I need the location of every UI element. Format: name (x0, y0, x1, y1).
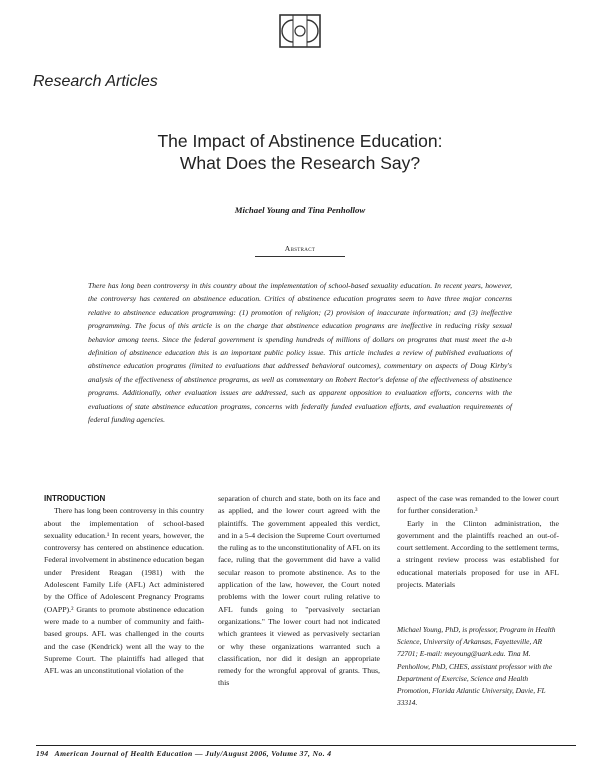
body-paragraph: separation of church and state, both on its face and as applied, and the lower court agreed with the plaintiffs. The government appealed this verdict, and in a 5-4 decision the Supreme Court overturned the ruling as to the unconstitutionality of AFL on its face, ruling that the government did have a valid secular reason to promote abstinence. As to the application of the law, however, the Court noted problems with the lower court ruling relative to AFL funds going to "pervasively sectarian organizations." The lower court had not indicated which grantees it viewed as pervasively sectarian or why these organizations warranted such a classification, nor did it design an appropriate remedy for the wrongful approval of grants. Thus, this (218, 494, 380, 688)
page-footer (36, 749, 576, 758)
body-column-2 (218, 493, 380, 690)
page-number: 194 (36, 749, 49, 758)
journal-citation: American Journal of Health Education — July/August 2006, Volume 37, No. 4 (54, 749, 332, 758)
title-line-2: What Does the Research Say? (179, 153, 421, 173)
abstract-divider (255, 256, 345, 257)
body-paragraph: There has long been controversy in this country about the implementation of school-based sexuality education.¹ In recent years, however, the controversy has centered on abstinence education. Federal involvement in abstinence education began under President Reagan (1981) with the Adolescent Family Life (AFL) Act administered by the Office of Adolescent Pregnancy Programs (OAPP).² Grants to promote abstinence education were made to a number of community and faith-based groups. AFL was challenged in the courts and the case (Kendrick) went all the way to the Supreme Court. The plaintiffs had alleged that AFL was an unconstitutional violation of the (44, 506, 204, 676)
abstract-text: There has long been controversy in this country about the implementation of school-based sexuality education. In recent years, however, the controversy has centered on abstinence education. Critics of abstinence education programs seem to have three major concerns relative to abstinence education programming: (1) promotion of religion; (2) provision of inaccurate information; and (3) ineffective programming. The focus of this article is on the charge that abstinence education programs are ineffective in reducing risky sexual behavior among teens. Since the federal government is spending hundreds of millions of dollars on programs that must meet the a-h definition of abstinence education this is an important public policy issue. This article includes a review of published evaluations of abstinence education programs (limited to evaluations that addressed behavioral outcomes), commentary on aspects of Doug Kirby's analysis of the effectiveness of abstinence programs, as well as commentary on Robert Rector's defense of the effectiveness of abstinence programs. Additionally, other evaluation issues are addressed, such as apparent opposition to evaluation efforts, concerns with the evaluations of state abstinence education programs, concerns with federally funded evaluation efforts, and evaluation requirements of federal funding agencies. (88, 281, 512, 425)
title-line-1: The Impact of Abstinence Education: (157, 131, 443, 151)
body-column-3 (397, 493, 559, 591)
abstract-heading: Abstract (284, 244, 316, 253)
body-paragraph: Early in the Clinton administration, the government and the plaintiffs reached an out-of-court settlement. According to the settlement terms, a stringent review process was established for educational materials proposed for use in AFL projects. Materials (397, 518, 559, 590)
body-column-1 (44, 493, 204, 677)
section-label: Research Articles (33, 73, 158, 90)
journal-logo-icon (279, 14, 321, 48)
article-authors: Michael Young and Tina Penhollow (234, 205, 366, 215)
footer-divider (36, 745, 576, 746)
introduction-heading: INTRODUCTION (44, 494, 106, 503)
article-title (0, 130, 600, 174)
author-bio: Michael Young, PhD, is professor, Program in Health Science, University of Arkansas, Fayetteville, AR 72701; E-mail: meyoung@uark.edu. Tina M. Penhollow, PhD, CHES, assistant professor with the Department of Exercise, Science and Health Promotion, Florida Atlantic University, Davie, FL 33314. (397, 625, 556, 708)
body-paragraph: aspect of the case was remanded to the lower court for further consideration.³ (397, 494, 559, 516)
